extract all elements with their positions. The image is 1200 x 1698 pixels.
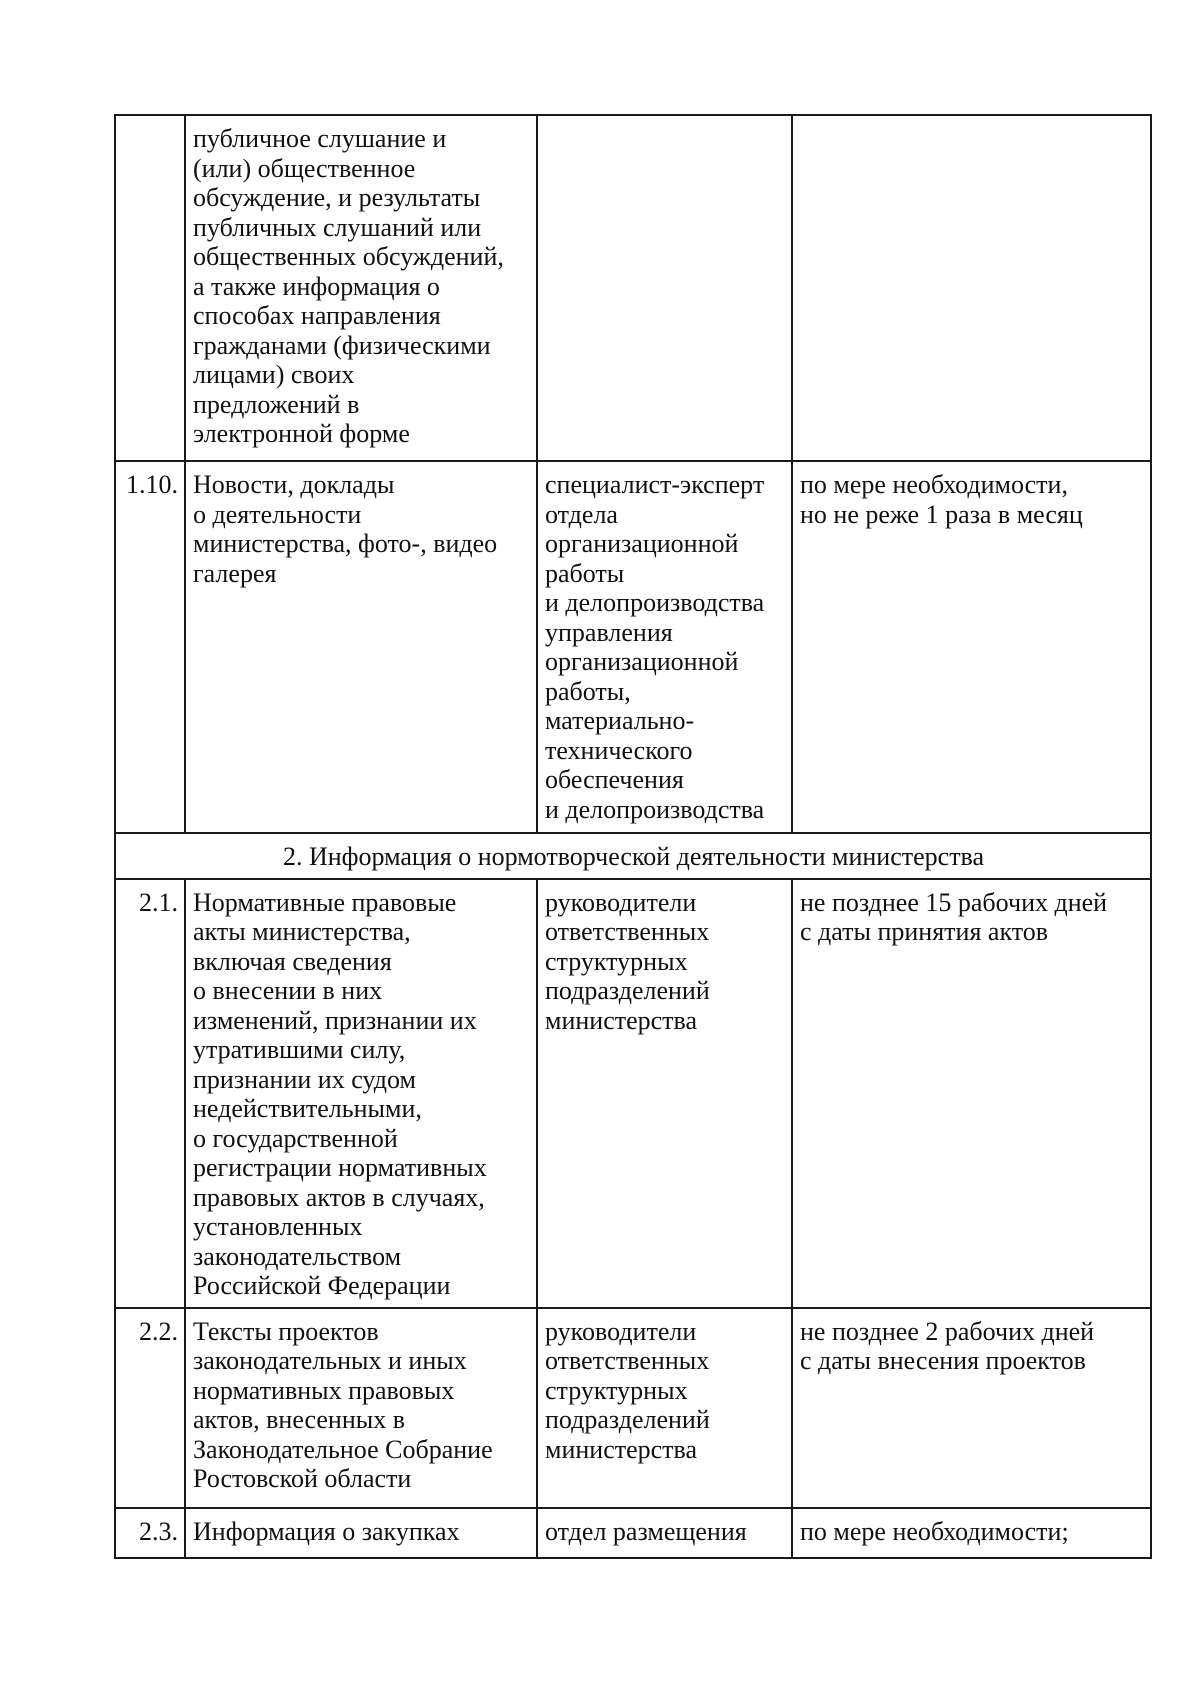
- info-cell: [185, 879, 537, 1308]
- cell-text-line: включая сведения: [193, 946, 392, 976]
- cell-text-line: Законодательное Собрание: [193, 1434, 493, 1464]
- section-title: 2. Информация о нормотворческой деятельности министерства: [115, 833, 1151, 879]
- cell-text-line: о государственной: [193, 1123, 398, 1153]
- cell-text-line: правовых актов в случаях,: [193, 1182, 485, 1212]
- cell-text-line: министерства: [545, 1005, 698, 1035]
- cell-text-line: гражданами (физическими: [193, 330, 491, 360]
- cell-text-line: Ростовской области: [193, 1464, 412, 1493]
- cell-text-line: Тексты проектов: [193, 1316, 379, 1346]
- cell-text-line: министерства, фото-, видео: [193, 529, 498, 558]
- deadline-cell: [792, 115, 1151, 461]
- cell-text-line: установленных: [193, 1212, 363, 1241]
- cell-text-line: работы,: [545, 676, 631, 706]
- deadline-cell: [792, 879, 1151, 1308]
- cell-text-line: Нормативные правовые: [193, 887, 457, 917]
- info-cell: [185, 1308, 537, 1508]
- info-cell: [185, 461, 537, 833]
- cell-text-line: подразделений: [545, 1405, 710, 1434]
- row-number: 2.2.: [115, 1308, 185, 1508]
- info-cell: [185, 1508, 537, 1558]
- cell-text-line: специалист-эксперт: [545, 470, 765, 499]
- row-number: [115, 115, 185, 461]
- cell-text-line: работы: [545, 558, 625, 588]
- cell-text-line: общественных обсуждений,: [193, 242, 504, 271]
- cell-text-line: обеспечения: [545, 765, 684, 794]
- cell-text-line: материально-: [545, 706, 695, 735]
- table-row-1-10: [115, 461, 1151, 833]
- responsible-cell: [537, 1308, 792, 1508]
- cell-text-line: Новости, доклады: [193, 470, 395, 499]
- cell-text-line: по мере необходимости,: [800, 470, 1068, 499]
- cell-text-line: о внесении в них: [193, 976, 383, 1005]
- cell-text-line: нормативных правовых: [193, 1375, 455, 1405]
- section-heading-row: [115, 833, 1151, 879]
- cell-text-line: не позднее 2 рабочих дней: [800, 1316, 1095, 1346]
- responsible-cell: [537, 879, 792, 1308]
- cell-text-line: и делопроизводства: [545, 794, 765, 824]
- cell-text-line: актов, внесенных в: [193, 1405, 405, 1434]
- cell-text-line: подразделений: [545, 976, 710, 1005]
- cell-text-line: а также информация о: [193, 271, 440, 301]
- cell-text-line: ответственных: [545, 1346, 710, 1375]
- cell-text-line: руководители: [545, 1316, 697, 1346]
- responsible-cell: [537, 1508, 792, 1558]
- table-row-2-2: [115, 1308, 1151, 1508]
- row-number: 1.10.: [115, 461, 185, 833]
- cell-text-line: законодательных и иных: [193, 1346, 467, 1375]
- cell-text-line: по мере необходимости;: [800, 1516, 1069, 1546]
- cell-text-line: (или) общественное: [193, 153, 416, 183]
- cell-text-line: но не реже 1 раза в месяц: [800, 499, 1083, 529]
- cell-text-line: лицами) своих: [193, 360, 355, 389]
- cell-text-line: способах направления: [193, 301, 441, 330]
- cell-text-line: электронной форме: [193, 419, 410, 448]
- cell-text-line: публичных слушаний или: [193, 212, 482, 242]
- cell-text-line: обсуждение, и результаты: [193, 183, 481, 212]
- deadline-cell: [792, 1508, 1151, 1558]
- cell-text-line: отдел размещения: [545, 1516, 747, 1546]
- cell-text-line: утратившими силу,: [193, 1035, 406, 1064]
- information-table: [114, 114, 1152, 1559]
- cell-text-line: изменений, признании их: [193, 1005, 477, 1035]
- cell-text-line: отдела: [545, 499, 618, 529]
- cell-text-line: с даты принятия актов: [800, 917, 1049, 946]
- cell-text-line: предложений в: [193, 389, 360, 419]
- cell-text-line: с даты внесения проектов: [800, 1346, 1086, 1375]
- cell-text-line: организационной: [545, 647, 739, 676]
- cell-text-line: управления: [545, 617, 673, 647]
- cell-text-line: Информация о закупках: [193, 1516, 460, 1546]
- cell-text-line: руководители: [545, 887, 697, 917]
- cell-text-line: Российской Федерации: [193, 1271, 451, 1300]
- cell-text-line: структурных: [545, 946, 688, 976]
- cell-text-line: ответственных: [545, 917, 710, 946]
- table-row-continuation: [115, 115, 1151, 461]
- cell-text-line: о деятельности: [193, 499, 362, 529]
- responsible-cell: [537, 461, 792, 833]
- cell-text-line: публичное слушание и: [193, 124, 447, 153]
- table-row-2-1: [115, 879, 1151, 1308]
- cell-text-line: галерея: [193, 558, 277, 588]
- deadline-cell: [792, 461, 1151, 833]
- cell-text-line: не позднее 15 рабочих дней: [800, 887, 1108, 917]
- cell-text-line: законодательством: [193, 1241, 402, 1271]
- info-cell: [185, 115, 537, 461]
- cell-text-line: недействительными,: [193, 1094, 422, 1123]
- cell-text-line: признании их судом: [193, 1064, 416, 1094]
- responsible-cell: [537, 115, 792, 461]
- deadline-cell: [792, 1308, 1151, 1508]
- cell-text-line: организационной: [545, 529, 739, 558]
- row-number: 2.3.: [115, 1508, 185, 1558]
- cell-text-line: и делопроизводства: [545, 588, 765, 617]
- row-number: 2.1.: [115, 879, 185, 1308]
- cell-text-line: регистрации нормативных: [193, 1153, 487, 1182]
- cell-text-line: структурных: [545, 1375, 688, 1405]
- cell-text-line: министерства: [545, 1434, 698, 1464]
- cell-text-line: технического: [545, 735, 693, 765]
- table-row-2-3: [115, 1508, 1151, 1558]
- cell-text-line: акты министерства,: [193, 917, 411, 946]
